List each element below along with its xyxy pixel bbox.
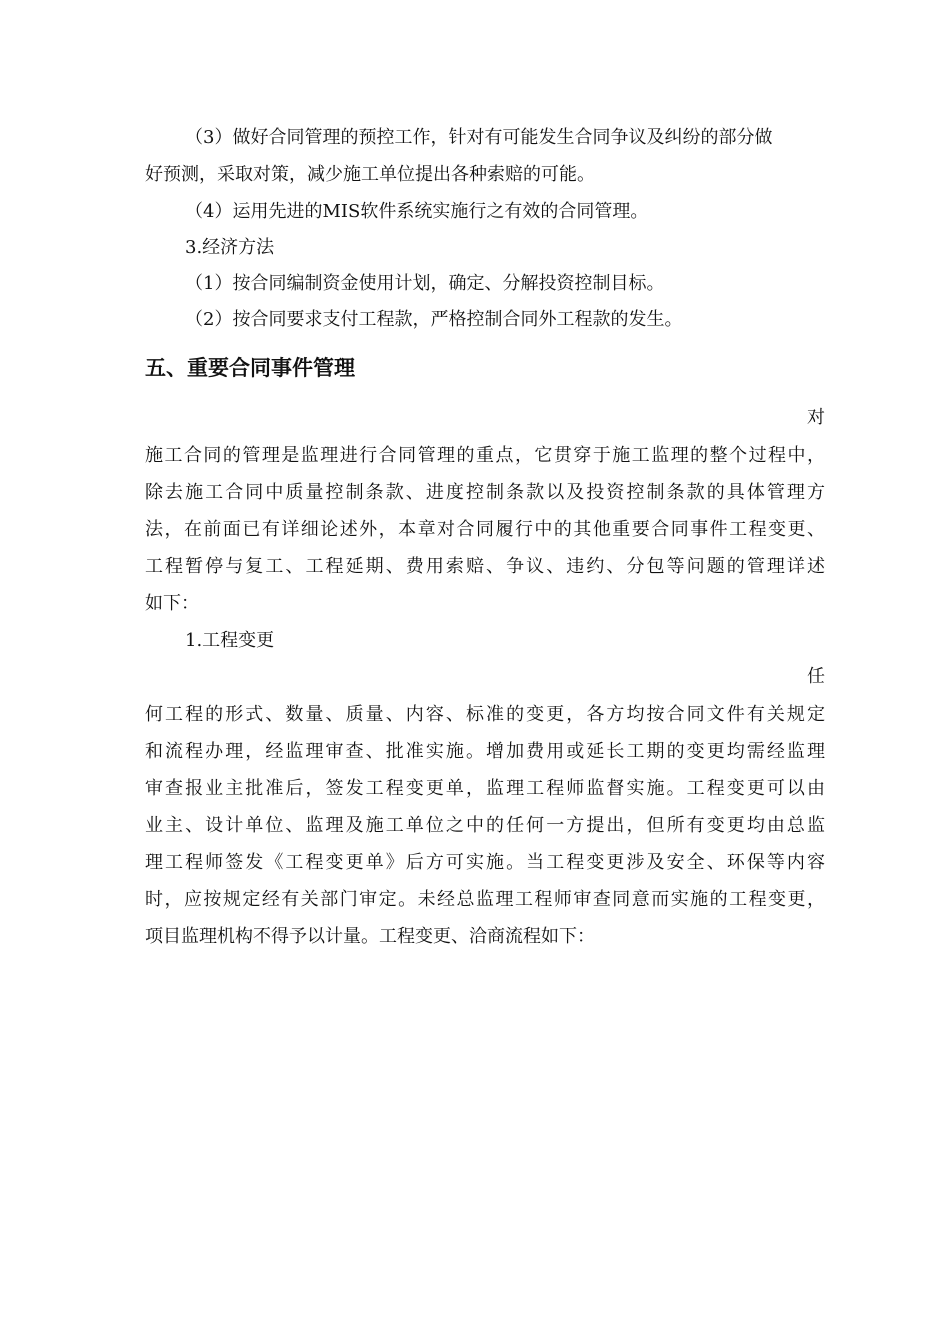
para1-line1: 施工合同的管理是监理进行合同管理的重点，它贯穿于施工监理的整个过程中， (145, 445, 825, 466)
item3-line1: （3）做好合同管理的预控工作，针对有可能发生合同争议及纠纷的部分做 (185, 127, 773, 148)
para2-line1: 何工程的形式、数量、质量、内容、标准的变更，各方均按合同文件有关规定 (145, 704, 825, 725)
para2-line3: 审查报业主批准后，签发工程变更单，监理工程师监督实施。工程变更可以由 (145, 778, 825, 799)
economic-item2: （2）按合同要求支付工程款，严格控制合同外工程款的发生。 (185, 309, 683, 330)
para2-line6: 时，应按规定经有关部门审定。未经总监理工程师审查同意而实施的工程变更， (145, 889, 825, 910)
subsection-title-economic: 3.经济方法 (185, 237, 275, 258)
para1-line3: 法，在前面已有详细论述外，本章对合同履行中的其他重要合同事件工程变更、 (145, 519, 825, 540)
para2-line5: 理工程师签发《工程变更单》后方可实施。当工程变更涉及安全、环保等内容 (145, 852, 825, 873)
item3-line2: 好预测，采取对策，减少施工单位提出各种索赔的可能。 (145, 164, 595, 185)
para2-line2: 和流程办理，经监理审查、批准实施。增加费用或延长工期的变更均需经监理 (145, 741, 825, 762)
section-heading: 五、重要合同事件管理 (145, 356, 355, 380)
para2-line0: 任 (807, 666, 825, 687)
para1-line2: 除去施工合同中质量控制条款、进度控制条款以及投资控制条款的具体管理方 (145, 482, 825, 503)
para2-line4: 业主、设计单位、监理及施工单位之中的任何一方提出，但所有变更均由总监 (145, 815, 825, 836)
para1-line0: 对 (807, 407, 825, 428)
para1-line5: 如下： (145, 593, 199, 614)
subsection-title-change: 1.工程变更 (185, 630, 275, 651)
para1-line4: 工程暂停与复工、工程延期、费用索赔、争议、违约、分包等问题的管理详述 (145, 556, 825, 577)
economic-item1: （1）按合同编制资金使用计划，确定、分解投资控制目标。 (185, 273, 665, 294)
item4-line: （4）运用先进的MIS软件系统实施行之有效的合同管理。 (185, 201, 649, 222)
para2-line7: 项目监理机构不得予以计量。工程变更、洽商流程如下： (145, 926, 595, 947)
